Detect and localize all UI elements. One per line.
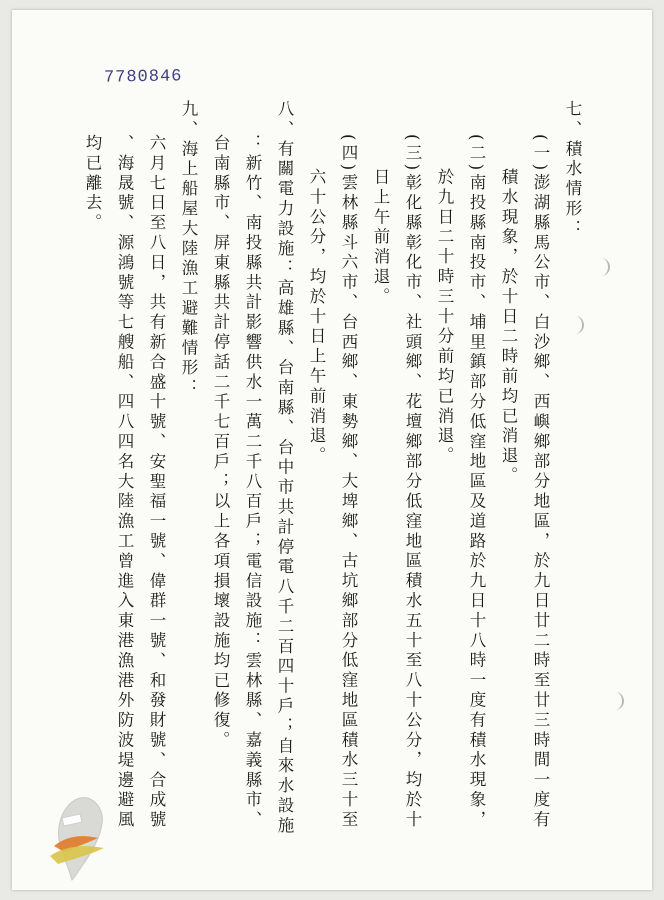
section-7-line-7: (四)雲林縣斗六市、台西鄉、東勢鄉、大埤鄉、古坑鄉部分低窪地區積水三十至 [339, 134, 358, 831]
section-7-heading: 七、積水情形： [563, 100, 582, 240]
section-7-line-8: 六十公分，均於十日上午前消退。 [307, 168, 326, 467]
section-7-line-4: 於九日二十時三十分前均已消退。 [435, 168, 454, 467]
section-7-line-1: (一)澎湖縣馬公市、白沙鄉、西嶼鄉部分地區，於九日廿二時至廿三時間一度有 [531, 134, 550, 831]
section-9-line-3: 均已離去。 [83, 134, 102, 234]
section-9-heading: 九、海上船屋大陸漁工避難情形： [179, 100, 198, 399]
section-7-line-5: (三)彰化縣彰化市、社頭鄉、花壇鄉部分低窪地區積水五十至八十公分，均於十 [403, 134, 422, 831]
section-8-heading: 八、有關電力設施：高雄縣、台南縣、台中市共計停電八千二百四十戶；自來水設施 [275, 100, 294, 837]
section-9-line-2: 、海晟號、源鴻號等七艘船、四八四名大陸漁工曾進入東港漁港外防波堤邊避風 [115, 134, 134, 831]
section-7-line-2: 積水現象，於十日二時前均已消退。 [499, 168, 518, 487]
punch-hole-mark [612, 692, 624, 710]
document-number-stamp: 7780846 [103, 67, 183, 88]
section-7-line-6: 日上午前消退。 [371, 168, 390, 308]
section-7-line-3: (二)南投縣南投市、埔里鎮部分低窪地區及道路於九日十八時一度有積水現象， [467, 134, 486, 831]
punch-hole-mark [598, 258, 610, 276]
taiwan-archive-logo-icon [40, 792, 130, 888]
section-8-line-2: 台南縣市、屏東縣共計停話二千七百戶；以上各項損壞設施均已修復。 [211, 134, 230, 751]
document-page [12, 10, 652, 890]
section-9-line-1: 六月七日至八日，共有新合盛十號、安聖福一號、偉群一號、和發財號、合成號 [147, 134, 166, 831]
punch-hole-mark [572, 316, 584, 334]
section-8-line-1: ：新竹、南投縣共計影響供水一萬二千八百戶；電信設施：雲林縣、嘉義縣市、 [243, 134, 262, 831]
